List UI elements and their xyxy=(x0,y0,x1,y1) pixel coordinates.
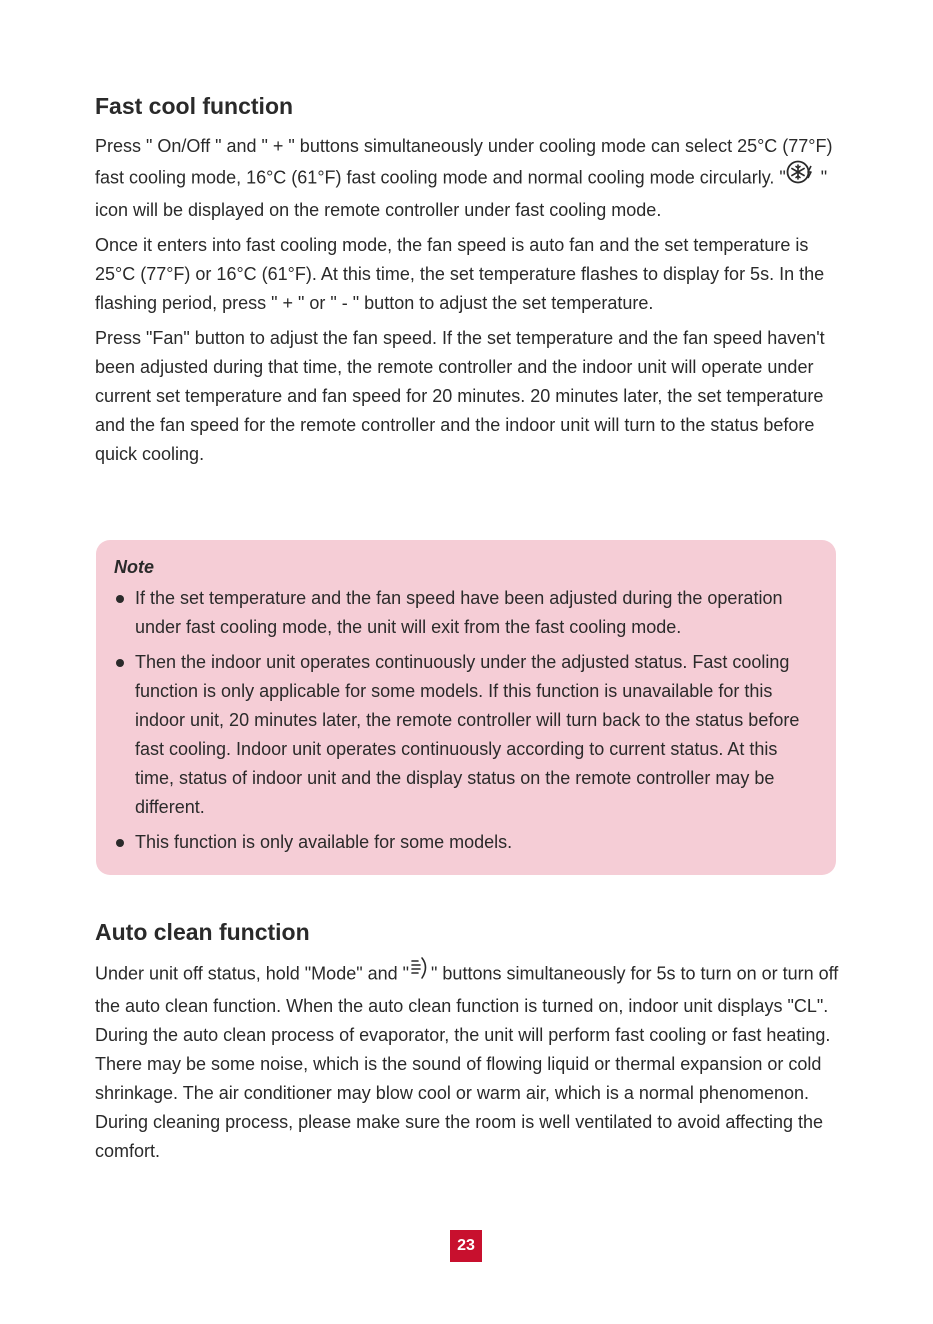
note-item xyxy=(114,648,818,822)
note-list xyxy=(114,584,818,857)
fast-cool-body xyxy=(95,132,845,475)
note-box xyxy=(96,540,836,875)
note-item xyxy=(114,828,818,857)
fast-cool-paragraph-2: Once it enters into fast cooling mode, the fan speed is auto fan and the set temperature is 25°C (77°F) or 16°C (61°F). At this time, the set temperature flashes to display for 5s. In the flashing period, press " + " or " - " button to adjust the set temperature. xyxy=(95,235,825,313)
auto-clean-heading: Auto clean function xyxy=(95,919,310,945)
fan-speed-icon xyxy=(409,955,431,990)
fast-cool-snowflake-icon xyxy=(786,159,816,194)
bullet-icon xyxy=(116,659,124,667)
fast-cool-paragraph-3: Press "Fan" button to adjust the fan speed. If the set temperature and the fan speed haven't been adjusted during that time, the remote controller and the indoor unit will operate under current set temperature and fan speed for 20 minutes. 20 minutes later, the set temperature and the fan speed for the remote controller and the indoor unit will turn to the status before quick cooling. xyxy=(95,328,825,464)
note-title: Note xyxy=(114,557,154,577)
fast-cool-heading: Fast cool function xyxy=(95,93,294,119)
note-item xyxy=(114,584,818,642)
bullet-icon xyxy=(116,595,124,603)
note-item-text: Then the indoor unit operates continuously under the adjusted status. Fast cooling function is only applicable for some models. If this function is unavailable for this indoor unit, 20 minutes later, the remote controller will turn back to the status before fast cooling. Indoor unit operates continuously according to current status. At this time, status of indoor unit and the display status on the remote controller may be different. xyxy=(135,652,800,817)
auto-clean-paragraph xyxy=(95,957,845,1166)
fast-cool-p1-text-b: " icon will be displayed on the remote controller under fast cooling mode. xyxy=(95,167,828,220)
bullet-icon xyxy=(116,839,124,847)
fast-cool-p1-text-a: Press " On/Off " and " + " buttons simultaneously under cooling mode can select 25°C (77°F) fast cooling mode, 16°C (61°F) fast cooling mode and normal cooling mode circularly. " xyxy=(95,136,833,188)
auto-clean-text-b: " buttons simultaneously for 5s to turn on or turn off the auto clean function. When the auto clean function is turned on, indoor unit displays "CL". During the auto clean process of evaporator, the unit will perform fast cooling or fast heating. There may be some noise, which is the sound of flowing liquid or thermal expansion or cold shrinkage. The air conditioner may blow cool or warm air, which is a normal phenomenon. During cleaning process, please make sure the room is well ventilated to avoid affecting the comfort. xyxy=(95,963,839,1161)
page-number: 23 xyxy=(450,1230,482,1262)
note-item-text: This function is only available for some models. xyxy=(135,832,513,852)
auto-clean-body xyxy=(95,957,845,1172)
note-item-text: If the set temperature and the fan speed have been adjusted during the operation under fast cooling mode, the unit will exit from the fast cooling mode. xyxy=(135,588,783,637)
auto-clean-text-a: Under unit off status, hold "Mode" and " xyxy=(95,963,410,984)
fast-cool-paragraph-1 xyxy=(95,132,845,225)
